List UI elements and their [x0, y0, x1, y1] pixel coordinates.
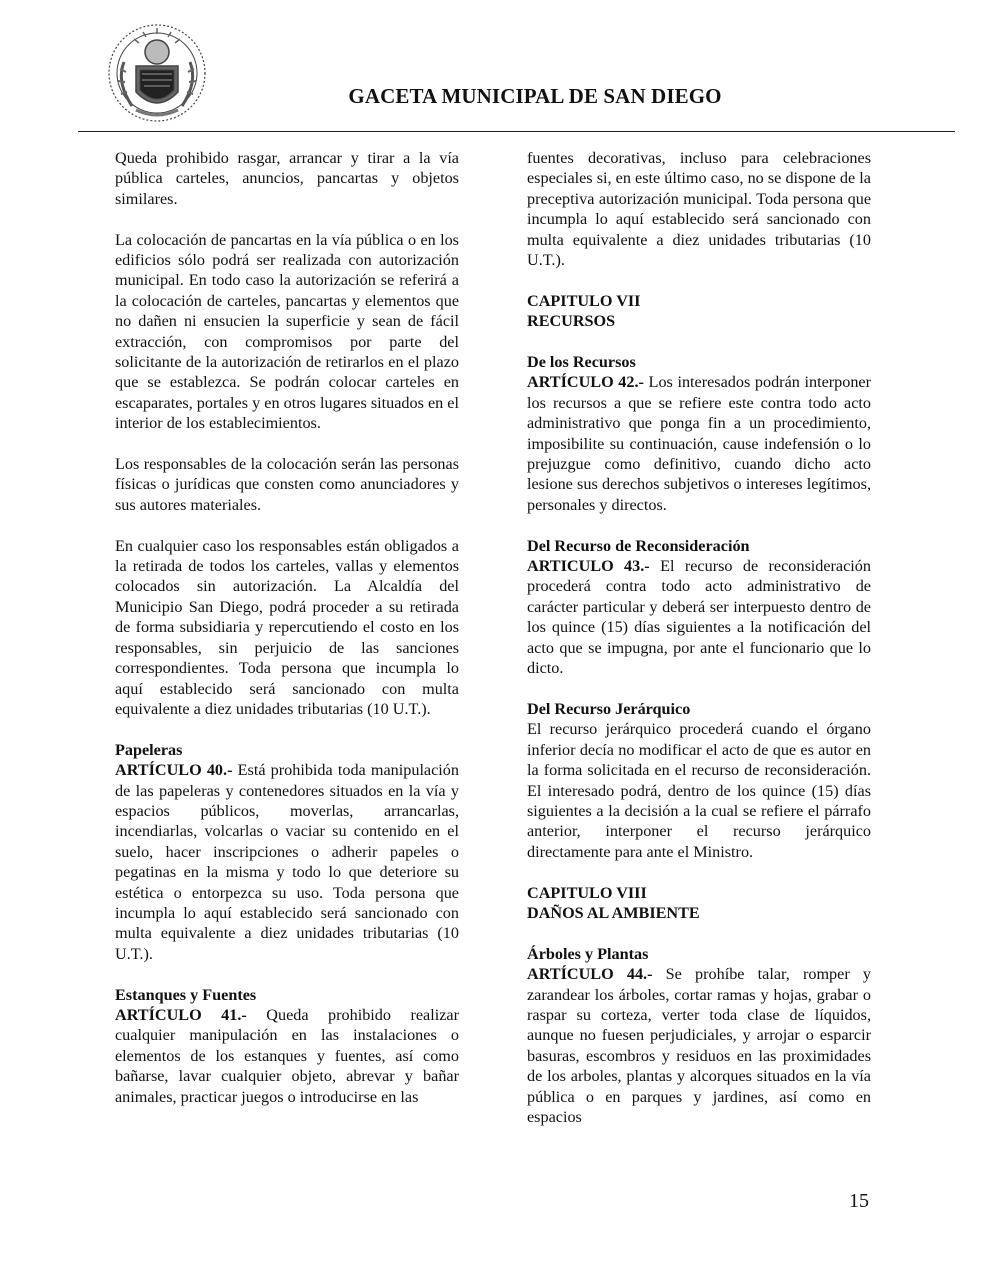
article-label: ARTÍCULO 41.-	[115, 1005, 247, 1024]
article-label: ARTÍCULO 44.-	[527, 965, 653, 984]
article-41	[115, 1005, 459, 1107]
section-subheading: Del Recurso Jerárquico	[527, 699, 691, 718]
article-text: Queda prohibido realizar cualquier manipulación en las instalaciones o elementos de los estanques y fuentes, así como bañarse, lavar cualquier objeto, abrevar y bañar animales, practicar juegos o introducirse en las	[115, 1005, 459, 1106]
section-subheading: Del Recurso de Reconsideración	[527, 536, 750, 555]
article-40	[115, 760, 459, 964]
left-column	[115, 148, 459, 1107]
section-subheading: Papeleras	[115, 740, 183, 759]
article-label: ARTÍCULO 40.-	[115, 761, 233, 780]
article-text: Los interesados podrán interponer los recursos a que se refiere este contra todo acto administrativo que ponga fin a un procedimiento, imposibilite su continuación, cause indefensión o lo prejuzgue como definitivo, cuando dicho acto lesione sus derechos subjetivos o intereses legítimos, personales y directos.	[527, 373, 871, 514]
chapter-title: RECURSOS	[527, 312, 616, 331]
page-number: 15	[849, 1190, 869, 1212]
article-text: El recurso de reconsideración procederá contra todo acto administrativo de carácter particular y deberá ser interpuesto dentro de los quince (15) días siguientes a la notificación del acto que se impugna, por ante el funcionario que lo dicto.	[527, 557, 871, 678]
body-paragraph: Queda prohibido rasgar, arrancar y tirar a la vía pública carteles, anuncios, pancartas y objetos similares.	[115, 149, 459, 208]
body-paragraph: El recurso jerárquico procederá cuando el órgano inferior decía no modificar el acto de que es autor en la forma solicitada en el recurso de reconsideración. El interesado podrá, dentro de los quince (15) días siguientes a la decisión a la cual se refiere el párrafo anterior, interponer el recurso jerárquico directamente para ante el Ministro.	[527, 720, 871, 861]
publication-title: GACETA MUNICIPAL DE SAN DIEGO	[348, 84, 722, 108]
article-text: Se prohíbe talar, romper y zarandear los árboles, cortar ramas y hojas, grabar o raspar su corteza, verter toda clase de líquidos, aunque no fuesen perjudiciales, y arrojar o esparcir basuras, escombros y residuos en las proximidades de los arboles, plantas y alcorques situados en la vía pública o en parques y jardines, así como en espacios	[527, 965, 871, 1126]
body-paragraph: Los responsables de la colocación serán las personas físicas o jurídicas que consten como anunciadores y sus autores materiales.	[115, 455, 459, 514]
section-subheading: De los Recursos	[527, 353, 636, 372]
body-paragraph: fuentes decorativas, incluso para celebraciones especiales si, en este último caso, no se dispone de la preceptiva autorización municipal. Toda persona que incumpla lo aquí establecido será sancionado con multa equivalente a diez unidades tributarias (10 U.T.).	[527, 149, 871, 270]
article-text: Está prohibida toda manipulación de las papeleras y contenedores situados en la vía y espacios públicos, moverlas, arrancarlas, incendiarlas, volcarlas o vaciar su contenido en el suelo, hacer inscripciones o adherir papeles o pegatinas en la misma y todo lo que deteriore su estética o entorpezca su uso. Toda persona que incumpla lo aquí establecido será sancionado con multa equivalente a diez unidades tributarias (10 U.T.).	[115, 761, 459, 963]
chapter-title: DAÑOS AL AMBIENTE	[527, 903, 700, 922]
body-paragraph: La colocación de pancartas en la vía pública o en los edificios sólo podrá ser realizada con autorización municipal. En todo caso la autorización se referirá a la colocación de carteles, pancartas y elementos que no dañen ni ensucien la superficie y sean de fácil extracción, con compromisos por parte del solicitante de la autorización de retirarlos en el plazo que se establezca. Se podrán colocar carteles en escaparates, portales y en otros lugares situados en el interior de los establecimientos.	[115, 230, 459, 433]
chapter-heading: CAPITULO VII	[527, 291, 641, 310]
right-column	[527, 148, 871, 1127]
header-divider	[78, 131, 955, 132]
article-label: ARTÍCULO 42.-	[527, 373, 644, 392]
section-subheading: Árboles y Plantas	[527, 944, 649, 963]
article-label: ARTICULO 43.-	[527, 557, 650, 576]
article-42	[527, 372, 871, 515]
article-43	[527, 556, 871, 678]
body-paragraph: En cualquier caso los responsables están obligados a la retirada de todos los carteles, vallas y elementos colocados sin autorización. La Alcaldía del Municipio San Diego, podrá proceder a su retirada de forma subsidiaria y repercutiendo el costo en los responsables, sin perjuicio de las sanciones correspondientes. Toda persona que incumpla lo aquí establecido será sancionado con multa equivalente a diez unidades tributarias (10 U.T.).	[115, 536, 459, 718]
section-subheading: Estanques y Fuentes	[115, 985, 257, 1004]
article-44	[527, 964, 871, 1127]
chapter-heading: CAPITULO VIII	[527, 883, 647, 902]
